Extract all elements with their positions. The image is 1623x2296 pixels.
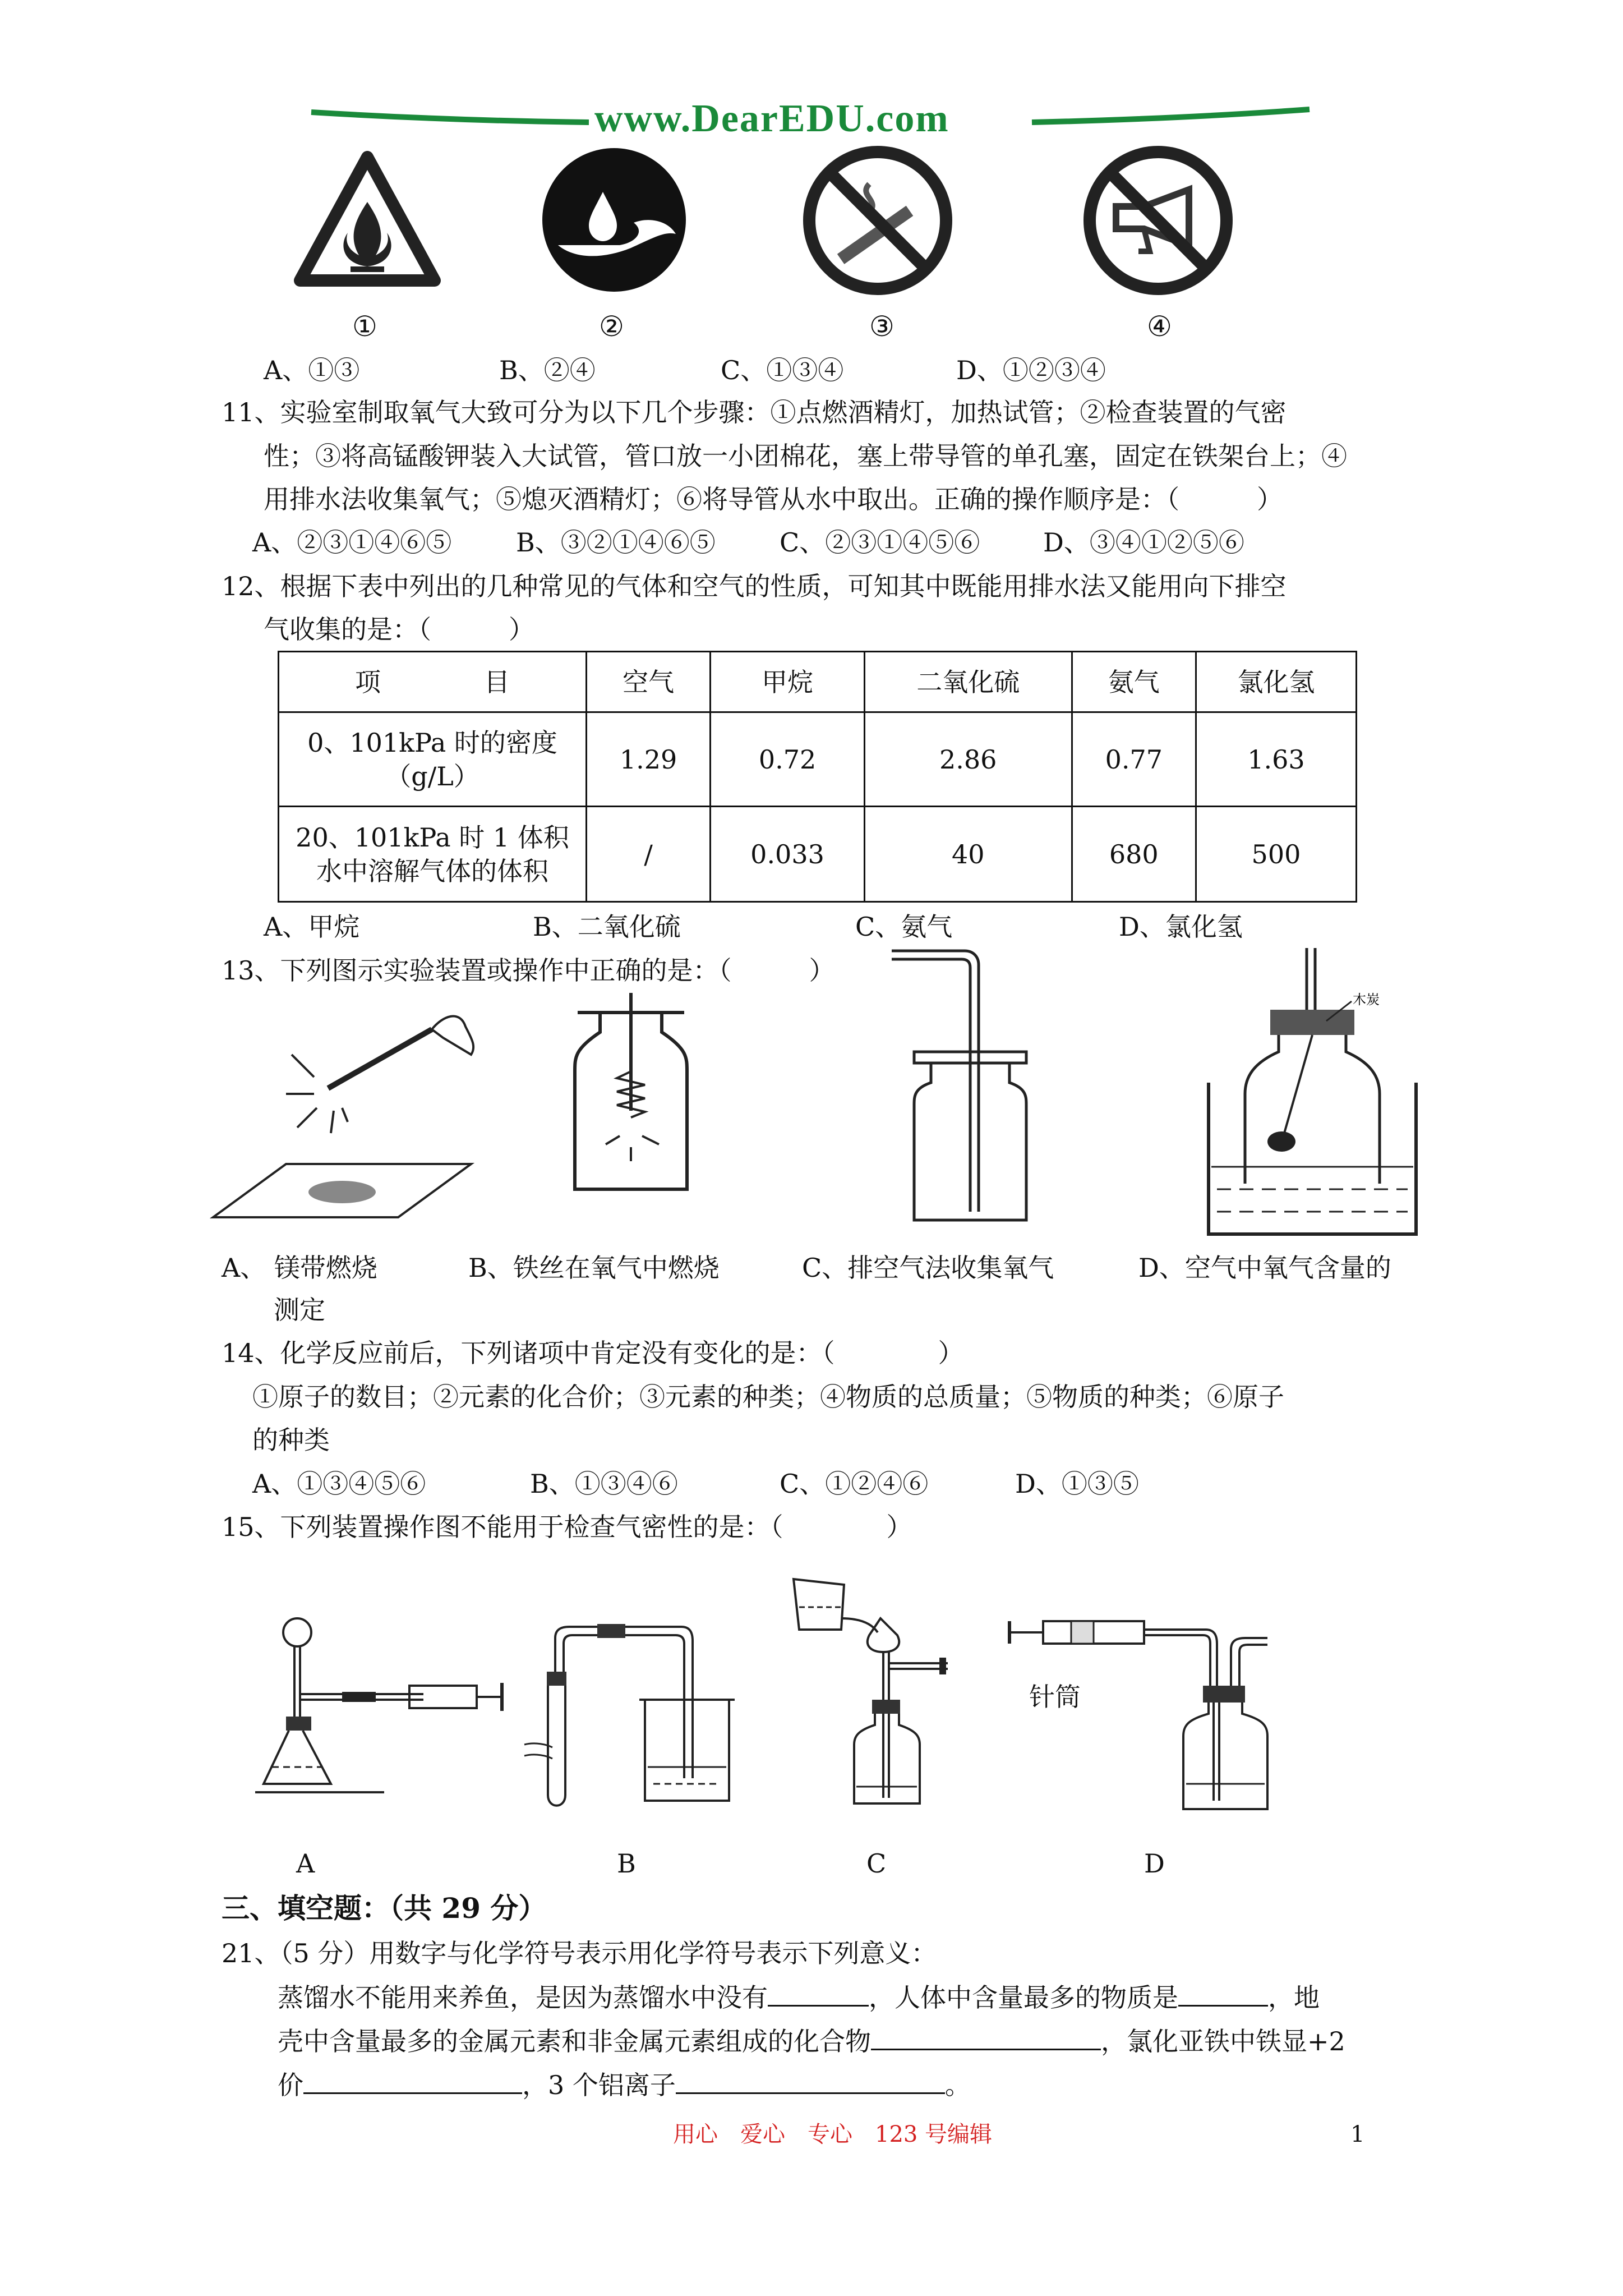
- table-header-item: 项 目: [279, 652, 587, 712]
- magnesium-burning-figure: [208, 993, 499, 1240]
- no-honking-sign-icon: [1082, 145, 1234, 296]
- charcoal-label: 木炭: [1353, 992, 1380, 1007]
- blank-4[interactable]: [303, 2068, 522, 2094]
- flammable-warning-sign-icon: [294, 151, 440, 286]
- table-cell: 0.77: [1072, 712, 1196, 807]
- q14-option-d: D、①③⑤: [1015, 1469, 1139, 1499]
- footer-text: 用心 爱心 专心 123 号编辑: [673, 2122, 993, 2147]
- blank-1[interactable]: [768, 1980, 869, 2007]
- drop-symbol-sign-icon: [541, 147, 687, 293]
- q12-option-a: A、甲烷: [264, 912, 360, 942]
- figure-label-d: D: [1144, 1848, 1165, 1879]
- table-cell: 1.63: [1196, 712, 1356, 807]
- q11-line-3: 用排水法收集氧气；⑤熄灭酒精灯；⑥将导管从水中取出。正确的操作顺序是：（ ）: [264, 484, 1283, 514]
- q13-option-b: B、铁丝在氧气中燃烧: [468, 1253, 720, 1283]
- sign-number-3: ③: [869, 310, 895, 343]
- q10-option-d: D、①②③④: [956, 355, 1106, 385]
- no-smoking-sign-icon: [802, 145, 953, 296]
- figure-label-b: B: [617, 1848, 636, 1879]
- q11-option-c: C、②③①④⑤⑥: [780, 527, 980, 558]
- gas-collection-figure: [880, 948, 1060, 1228]
- q11-option-b: B、③②①④⑥⑤: [516, 527, 716, 558]
- table-cell: /: [587, 807, 711, 902]
- table-row-density-label: 0、101kPa 时的密度 （g/L）: [279, 712, 587, 807]
- q14-option-c: C、①②④⑥: [780, 1469, 929, 1499]
- sign-number-1: ①: [352, 310, 377, 343]
- q13-stem: 13、下列图示实验装置或操作中正确的是：（ ）: [222, 955, 835, 986]
- table-cell: 2.86: [864, 712, 1072, 807]
- q14-line-1: 14、化学反应前后，下列诸项中肯定没有变化的是：（ ）: [222, 1338, 964, 1368]
- q13-option-c: C、排空气法收集氧气: [802, 1253, 1054, 1283]
- logo-text: www.DearEDU.com: [594, 97, 949, 140]
- table-cell: 0.72: [711, 712, 865, 807]
- apparatus-d-figure: [1009, 1616, 1290, 1851]
- q11-line-2: 性；③将高锰酸钾装入大试管，管口放一小团棉花，塞上带导管的单孔塞，固定在铁架台上；④: [264, 441, 1347, 471]
- q11-line-1: 11、实验室制取氧气大致可分为以下几个步骤：①点燃酒精灯，加热试管；②检查装置的气密: [222, 397, 1287, 427]
- q11-option-a: A、②③①④⑥⑤: [252, 527, 452, 558]
- table-row-solubility-label: 20、101kPa 时 1 体积 水中溶解气体的体积: [279, 807, 587, 902]
- blank-5[interactable]: [676, 2068, 945, 2094]
- iron-wire-burning-figure: [561, 993, 729, 1206]
- q10-option-b: B、②④: [499, 355, 596, 385]
- q21-line-1: 21、（5 分）用数字与化学符号表示用化学符号表示下列意义：: [222, 1938, 937, 1968]
- q14-line-2: ①原子的数目；②元素的化合价；③元素的种类；④物质的总质量；⑤物质的种类；⑥原子: [252, 1382, 1284, 1412]
- q13-option-a: A、 镁带燃烧: [222, 1253, 377, 1283]
- table-cell: 500: [1196, 807, 1356, 902]
- apparatus-c-figure: [788, 1562, 1001, 1809]
- apparatus-b-figure: [519, 1616, 766, 1829]
- table-cell: 0.033: [711, 807, 865, 902]
- apparatus-a-figure: [255, 1599, 524, 1801]
- page-number: 1: [1350, 2122, 1365, 2147]
- figure-label-c: C: [866, 1848, 887, 1879]
- sign-number-2: ②: [599, 310, 624, 343]
- q12-line-2: 气收集的是：（ ）: [264, 614, 534, 645]
- table-header-air: 空气: [587, 652, 711, 712]
- q14-option-a: A、①③④⑤⑥: [252, 1469, 426, 1499]
- table-cell: 1.29: [587, 712, 711, 807]
- q10-option-c: C、①③④: [721, 355, 844, 385]
- q12-option-b: B、二氧化硫: [533, 912, 681, 942]
- q15-stem: 15、下列装置操作图不能用于检查气密性的是：（ ）: [222, 1512, 912, 1542]
- figure-label-a: A: [296, 1848, 315, 1879]
- gas-properties-table: [278, 651, 1357, 903]
- q14-line-3: 的种类: [252, 1425, 330, 1455]
- table-cell: 680: [1072, 807, 1196, 902]
- q13-option-d: D、空气中氧气含量的: [1138, 1253, 1391, 1283]
- blank-2[interactable]: [1178, 1980, 1268, 2007]
- table-header-hcl: 氯化氢: [1196, 652, 1356, 712]
- table-header-so2: 二氧化硫: [864, 652, 1072, 712]
- q12-option-c: C、氨气: [855, 912, 953, 942]
- syringe-label: 针筒: [1029, 1682, 1081, 1712]
- q12-line-1: 12、根据下表中列出的几种常见的气体和空气的性质，可知其中既能用排水法又能用向下排空: [222, 571, 1287, 601]
- q11-option-d: D、③④①②⑤⑥: [1043, 527, 1244, 558]
- q12-option-d: D、氯化氢: [1119, 912, 1243, 942]
- table-header-ammonia: 氨气: [1072, 652, 1196, 712]
- q10-option-a: A、①③: [264, 355, 360, 385]
- table-header-methane: 甲烷: [711, 652, 865, 712]
- q21-line-3: 壳中含量最多的金属元素和非金属元素组成的化合物 ，氯化亚铁中铁显+2: [278, 2024, 1345, 2058]
- section-3-title: 三、填空题：（共 29 分）: [222, 1892, 547, 1925]
- sign-number-4: ④: [1147, 310, 1172, 343]
- q21-line-4: 价 ，3 个铝离子 。: [278, 2068, 971, 2102]
- q14-option-b: B、①③④⑥: [530, 1469, 678, 1499]
- logo-swoosh-left: [0, 0, 1623, 168]
- oxygen-content-figure: [1206, 948, 1441, 1240]
- table-cell: 40: [864, 807, 1072, 902]
- q13-option-d-wrap: 测定: [274, 1295, 325, 1325]
- q21-line-2: 蒸馏水不能用来养鱼，是因为蒸馏水中没有 ，人体中含量最多的物质是 ，地: [278, 1980, 1320, 2014]
- blank-3[interactable]: [871, 2024, 1101, 2050]
